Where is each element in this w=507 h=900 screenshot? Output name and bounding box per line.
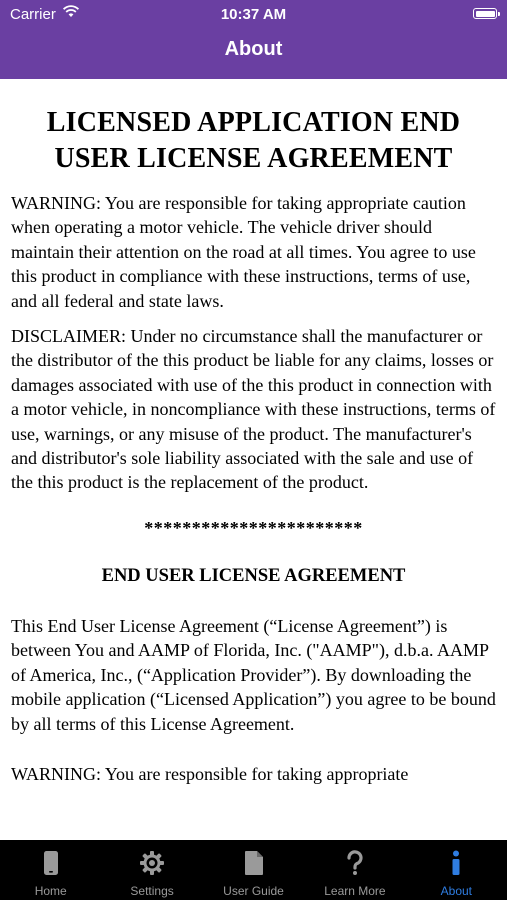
status-bar (0, 0, 507, 30)
tab-settings-label: Settings (130, 884, 174, 898)
warning-repeat-paragraph: WARNING: You are responsible for taking appropriate (11, 763, 409, 784)
tab-learn-more[interactable] (304, 840, 405, 900)
tab-learn-more-label: Learn More (324, 884, 386, 898)
carrier-label: Carrier (10, 6, 56, 23)
gear-icon (139, 850, 165, 879)
tab-home-label: Home (34, 884, 67, 898)
tab-about[interactable] (406, 840, 507, 900)
document-title-line-1: LICENSED APPLICATION END (46, 107, 461, 138)
eula-intro-paragraph: This End User License Agreement (“License Agreement”) is between You and AAMP of Florida, Inc. ("AAMP"), d.b.a. AAMP of America, Inc., (“Application Provider”). By downloading the mobile application (“Licensed Application”) you agree to be bound by all terms of this License Agreement. (11, 615, 496, 734)
battery-icon (473, 8, 497, 19)
page-title: About (224, 38, 283, 60)
document-icon (244, 850, 264, 879)
warning-paragraph: WARNING: You are responsible for taking appropriate caution when operating a motor vehicle. The vehicle driver should maintain their attention on the road at all times. You agree to use this product in compliance with these instructions, terms of use, and all federal and state laws. (11, 193, 476, 311)
tab-settings[interactable] (101, 840, 202, 900)
question-icon (346, 850, 364, 879)
section-title: END USER LICENSE AGREEMENT (101, 565, 406, 586)
document-title-line-2: USER LICENSE AGREEMENT (54, 143, 453, 174)
license-scroll-view[interactable] (0, 79, 507, 840)
tab-bar (0, 840, 507, 900)
document-title (0, 105, 507, 177)
separator: *********************** (144, 517, 363, 538)
tab-home[interactable] (0, 840, 101, 900)
navigation-bar (0, 0, 507, 79)
disclaimer-paragraph: DISCLAIMER: Under no circumstance shall the manufacturer or the distributor of the this product be liable for any claims, losses or damages associated with use of the this product in connection with a motor vehicle, in noncompliance with these instructions, terms of use, warnings, or any misuse of the product. The manufacturer's and distributor's sole liability associated with the sale and use of the this product is the replacement of the product. (11, 326, 496, 493)
tab-user-guide-label: User Guide (223, 884, 284, 898)
info-icon (450, 850, 462, 879)
tab-about-label: About (440, 884, 472, 898)
phone-icon (43, 850, 59, 879)
status-time: 10:37 AM (220, 6, 287, 23)
tab-user-guide[interactable] (203, 840, 304, 900)
